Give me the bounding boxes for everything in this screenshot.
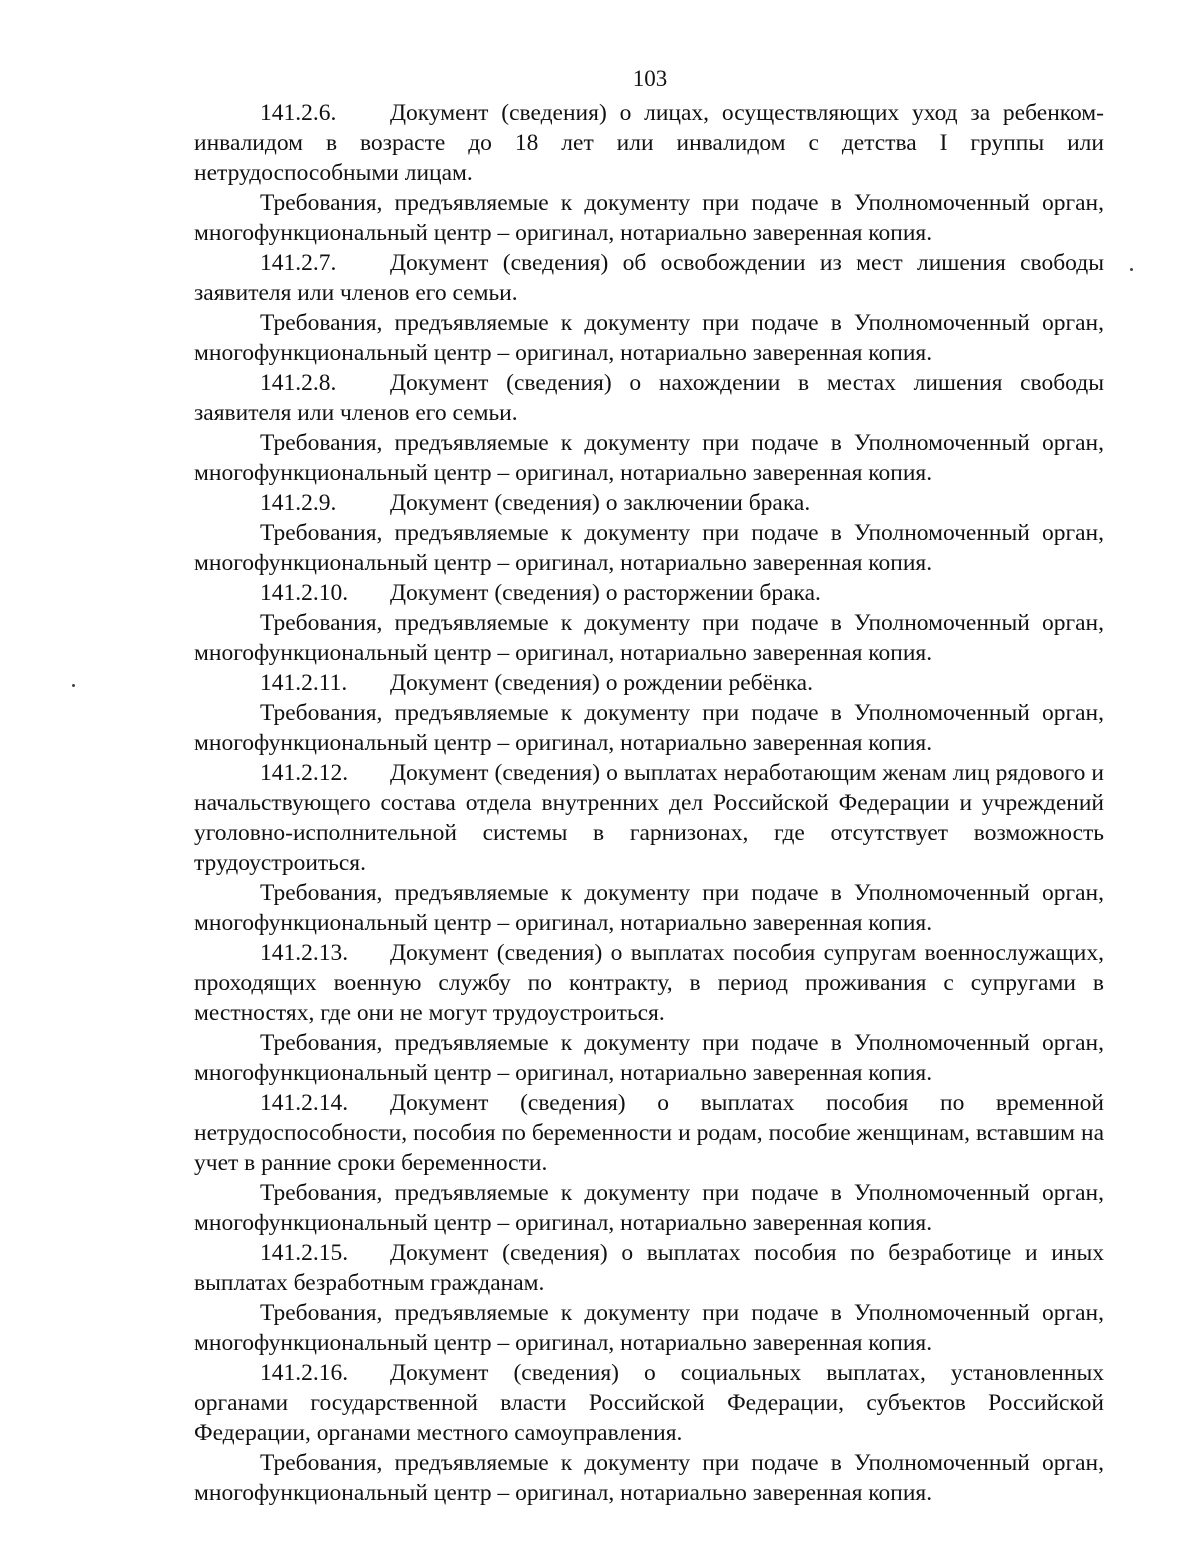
item-text: Документ (сведения) об освобождении из мест лишения свободы заявителя или членов его семьи. [194,250,1104,306]
item-paragraph [194,368,1104,428]
item-text: Документ (сведения) о выплатах пособия супругам военнослужащих, проходящих военную службу по контракту, в период проживания с супругами в местностях, где они не могут трудоустроиться. [194,940,1104,1026]
requirement-paragraph: Требования, предъявляемые к документу при подаче в Уполномоченный орган, многофункциональный центр – оригинал, нотариально заверенная копия. [194,520,1104,576]
item-paragraph [194,1238,1104,1298]
item-number: 141.2.12. [260,760,349,786]
item-number: 141.2.14. [260,1090,349,1116]
item-paragraph [194,248,1104,308]
item-paragraph [194,758,1104,878]
scan-speck [1130,268,1133,271]
item-number: 141.2.8. [260,370,337,396]
item-number: 141.2.16. [260,1360,349,1386]
item-number: 141.2.10. [260,580,349,606]
item-paragraph [194,1358,1104,1448]
item-paragraph [194,488,1104,518]
item-number: 141.2.6. [260,100,337,126]
item-text: Документ (сведения) о выплатах пособия по безработице и иных выплатах безработным гражданам. [194,1240,1104,1296]
requirement-paragraph: Требования, предъявляемые к документу при подаче в Уполномоченный орган, многофункциональный центр – оригинал, нотариально заверенная копия. [194,190,1104,246]
requirement-paragraph: Требования, предъявляемые к документу при подаче в Уполномоченный орган, многофункциональный центр – оригинал, нотариально заверенная копия. [194,1450,1104,1506]
requirement-paragraph: Требования, предъявляемые к документу при подаче в Уполномоченный орган, многофункциональный центр – оригинал, нотариально заверенная копия. [194,880,1104,936]
item-paragraph [194,578,1104,608]
requirement-paragraph: Требования, предъявляемые к документу при подаче в Уполномоченный орган, многофункциональный центр – оригинал, нотариально заверенная копия. [194,1300,1104,1356]
requirement-paragraph: Требования, предъявляемые к документу при подаче в Уполномоченный орган, многофункциональный центр – оригинал, нотариально заверенная копия. [194,430,1104,486]
item-paragraph [194,668,1104,698]
document-body [194,98,1104,1508]
requirement-paragraph: Требования, предъявляемые к документу при подаче в Уполномоченный орган, многофункциональный центр – оригинал, нотариально заверенная копия. [194,1030,1104,1086]
item-text: Документ (сведения) о нахождении в местах лишения свободы заявителя или членов его семьи. [194,370,1104,426]
scan-speck [72,684,75,687]
item-text: Документ (сведения) о выплатах неработающим женам лиц рядового и начальствующего состава отдела внутренних дел Российской Федерации и учреждений уголовно-исполнительной системы в гарнизонах, где отсутствует возможность трудоустроиться. [194,760,1104,876]
item-text: Документ (сведения) о лицах, осуществляющих уход за ребенком-инвалидом в возрасте до 18 лет или инвалидом с детства I группы или нетрудоспособными лицам. [194,100,1104,186]
item-text: Документ (сведения) о социальных выплатах, установленных органами государственной власти Российской Федерации, субъектов Российской Федерации, органами местного самоуправления. [194,1360,1104,1446]
item-text: Документ (сведения) о выплатах пособия по временной нетрудоспособности, пособия по беременности и родам, пособие женщинам, вставшим на учет в ранние сроки беременности. [194,1090,1104,1176]
item-number: 141.2.13. [260,940,349,966]
page-number: 103 [632,66,668,91]
item-number: 141.2.15. [260,1240,349,1266]
requirement-paragraph: Требования, предъявляемые к документу при подаче в Уполномоченный орган, многофункциональный центр – оригинал, нотариально заверенная копия. [194,1180,1104,1236]
requirement-paragraph: Требования, предъявляемые к документу при подаче в Уполномоченный орган, многофункциональный центр – оригинал, нотариально заверенная копия. [194,700,1104,756]
requirement-paragraph: Требования, предъявляемые к документу при подаче в Уполномоченный орган, многофункциональный центр – оригинал, нотариально заверенная копия. [194,310,1104,366]
item-text: Документ (сведения) о рождении ребёнка. [390,670,813,696]
item-text: Документ (сведения) о расторжении брака. [390,580,821,606]
item-paragraph [194,1088,1104,1178]
item-text: Документ (сведения) о заключении брака. [390,490,811,516]
requirement-paragraph: Требования, предъявляемые к документу при подаче в Уполномоченный орган, многофункциональный центр – оригинал, нотариально заверенная копия. [194,610,1104,666]
item-paragraph [194,938,1104,1028]
item-number: 141.2.9. [260,490,337,516]
item-number: 141.2.7. [260,250,337,276]
item-paragraph [194,98,1104,188]
item-number: 141.2.11. [260,670,348,696]
